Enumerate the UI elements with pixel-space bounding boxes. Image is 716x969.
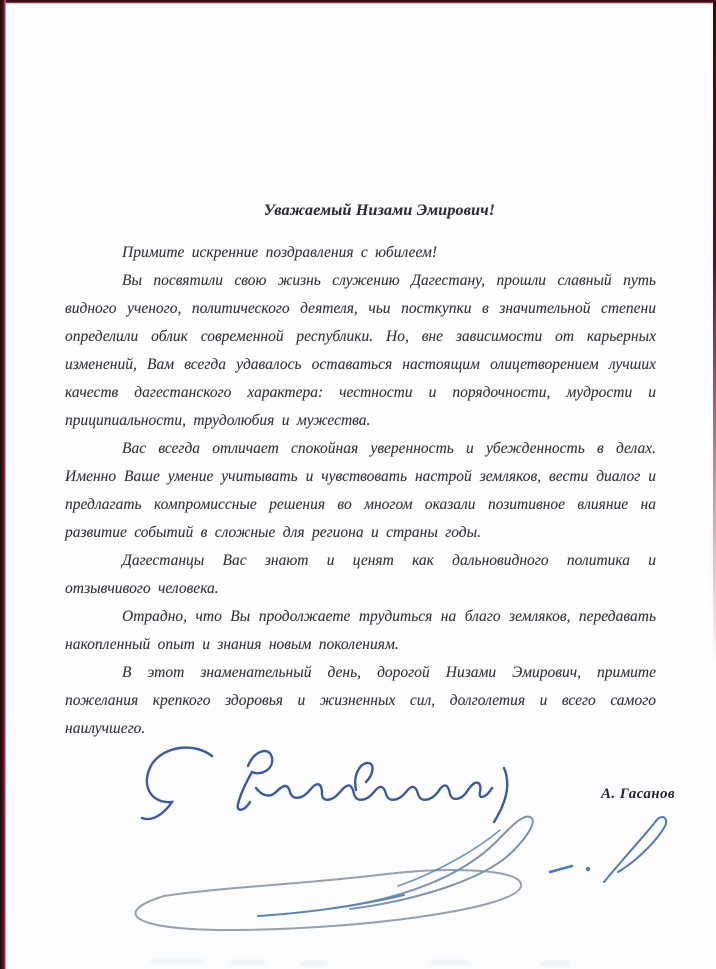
letter-paragraph: В этот знаменательный день, дорогой Низами Эмирович, примите пожелания крепкого здоровья и жизненных сил, долголетия и всего самого наилучшего.	[65, 664, 656, 737]
letter-paragraphs	[65, 239, 656, 743]
letter-paragraph: Примите искренние поздравления с юбилеем!	[122, 244, 438, 261]
letter-paragraph: Дагестанцы Вас знают и ценят как дальновидного политика и отзывчивого человека.	[65, 552, 656, 597]
ink-smudge	[230, 960, 265, 965]
letter-paragraph: Отрадно, что Вы продолжаете трудиться на благо земляков, передавать накопленный опыт и знания новым поколениям.	[65, 608, 656, 653]
signature-flourish	[98, 808, 668, 938]
scan-border-left	[0, 0, 6, 969]
letter-salutation: Уважаемый Низами Эмирович!	[263, 202, 496, 219]
letter-paragraph: Вас всегда отличает спокойная уверенность и убежденность в делах. Именно Ваше умение учитывать и чувствовать настрой земляков, вести диалог и предлагать компромиссные решения во многом оказали позитивное влияние на развитие событий в сложные для региона и страны годы.	[65, 440, 656, 541]
ink-smudge	[150, 959, 205, 964]
letter-body	[65, 202, 656, 743]
ink-smudge	[430, 960, 470, 965]
scan-border-top	[0, 0, 716, 4]
ink-smudge	[300, 961, 328, 966]
ink-smudge	[540, 961, 570, 966]
signatory-name: А. Гасанов	[601, 786, 675, 802]
letter-paragraph: Вы посвятили свою жизнь служению Дагестану, прошли славный путь видного ученого, политического деятеля, чьи посткупки в значительной степени определили облик современной республики. Но, вне зависимости от карьерных изменений, Вам всегда удавалось оставаться настоящим олицетворением лучших качеств дагестанского характера: честности и порядочности, мудрости и приципиальности, трудолюбия и мужества.	[65, 272, 656, 429]
